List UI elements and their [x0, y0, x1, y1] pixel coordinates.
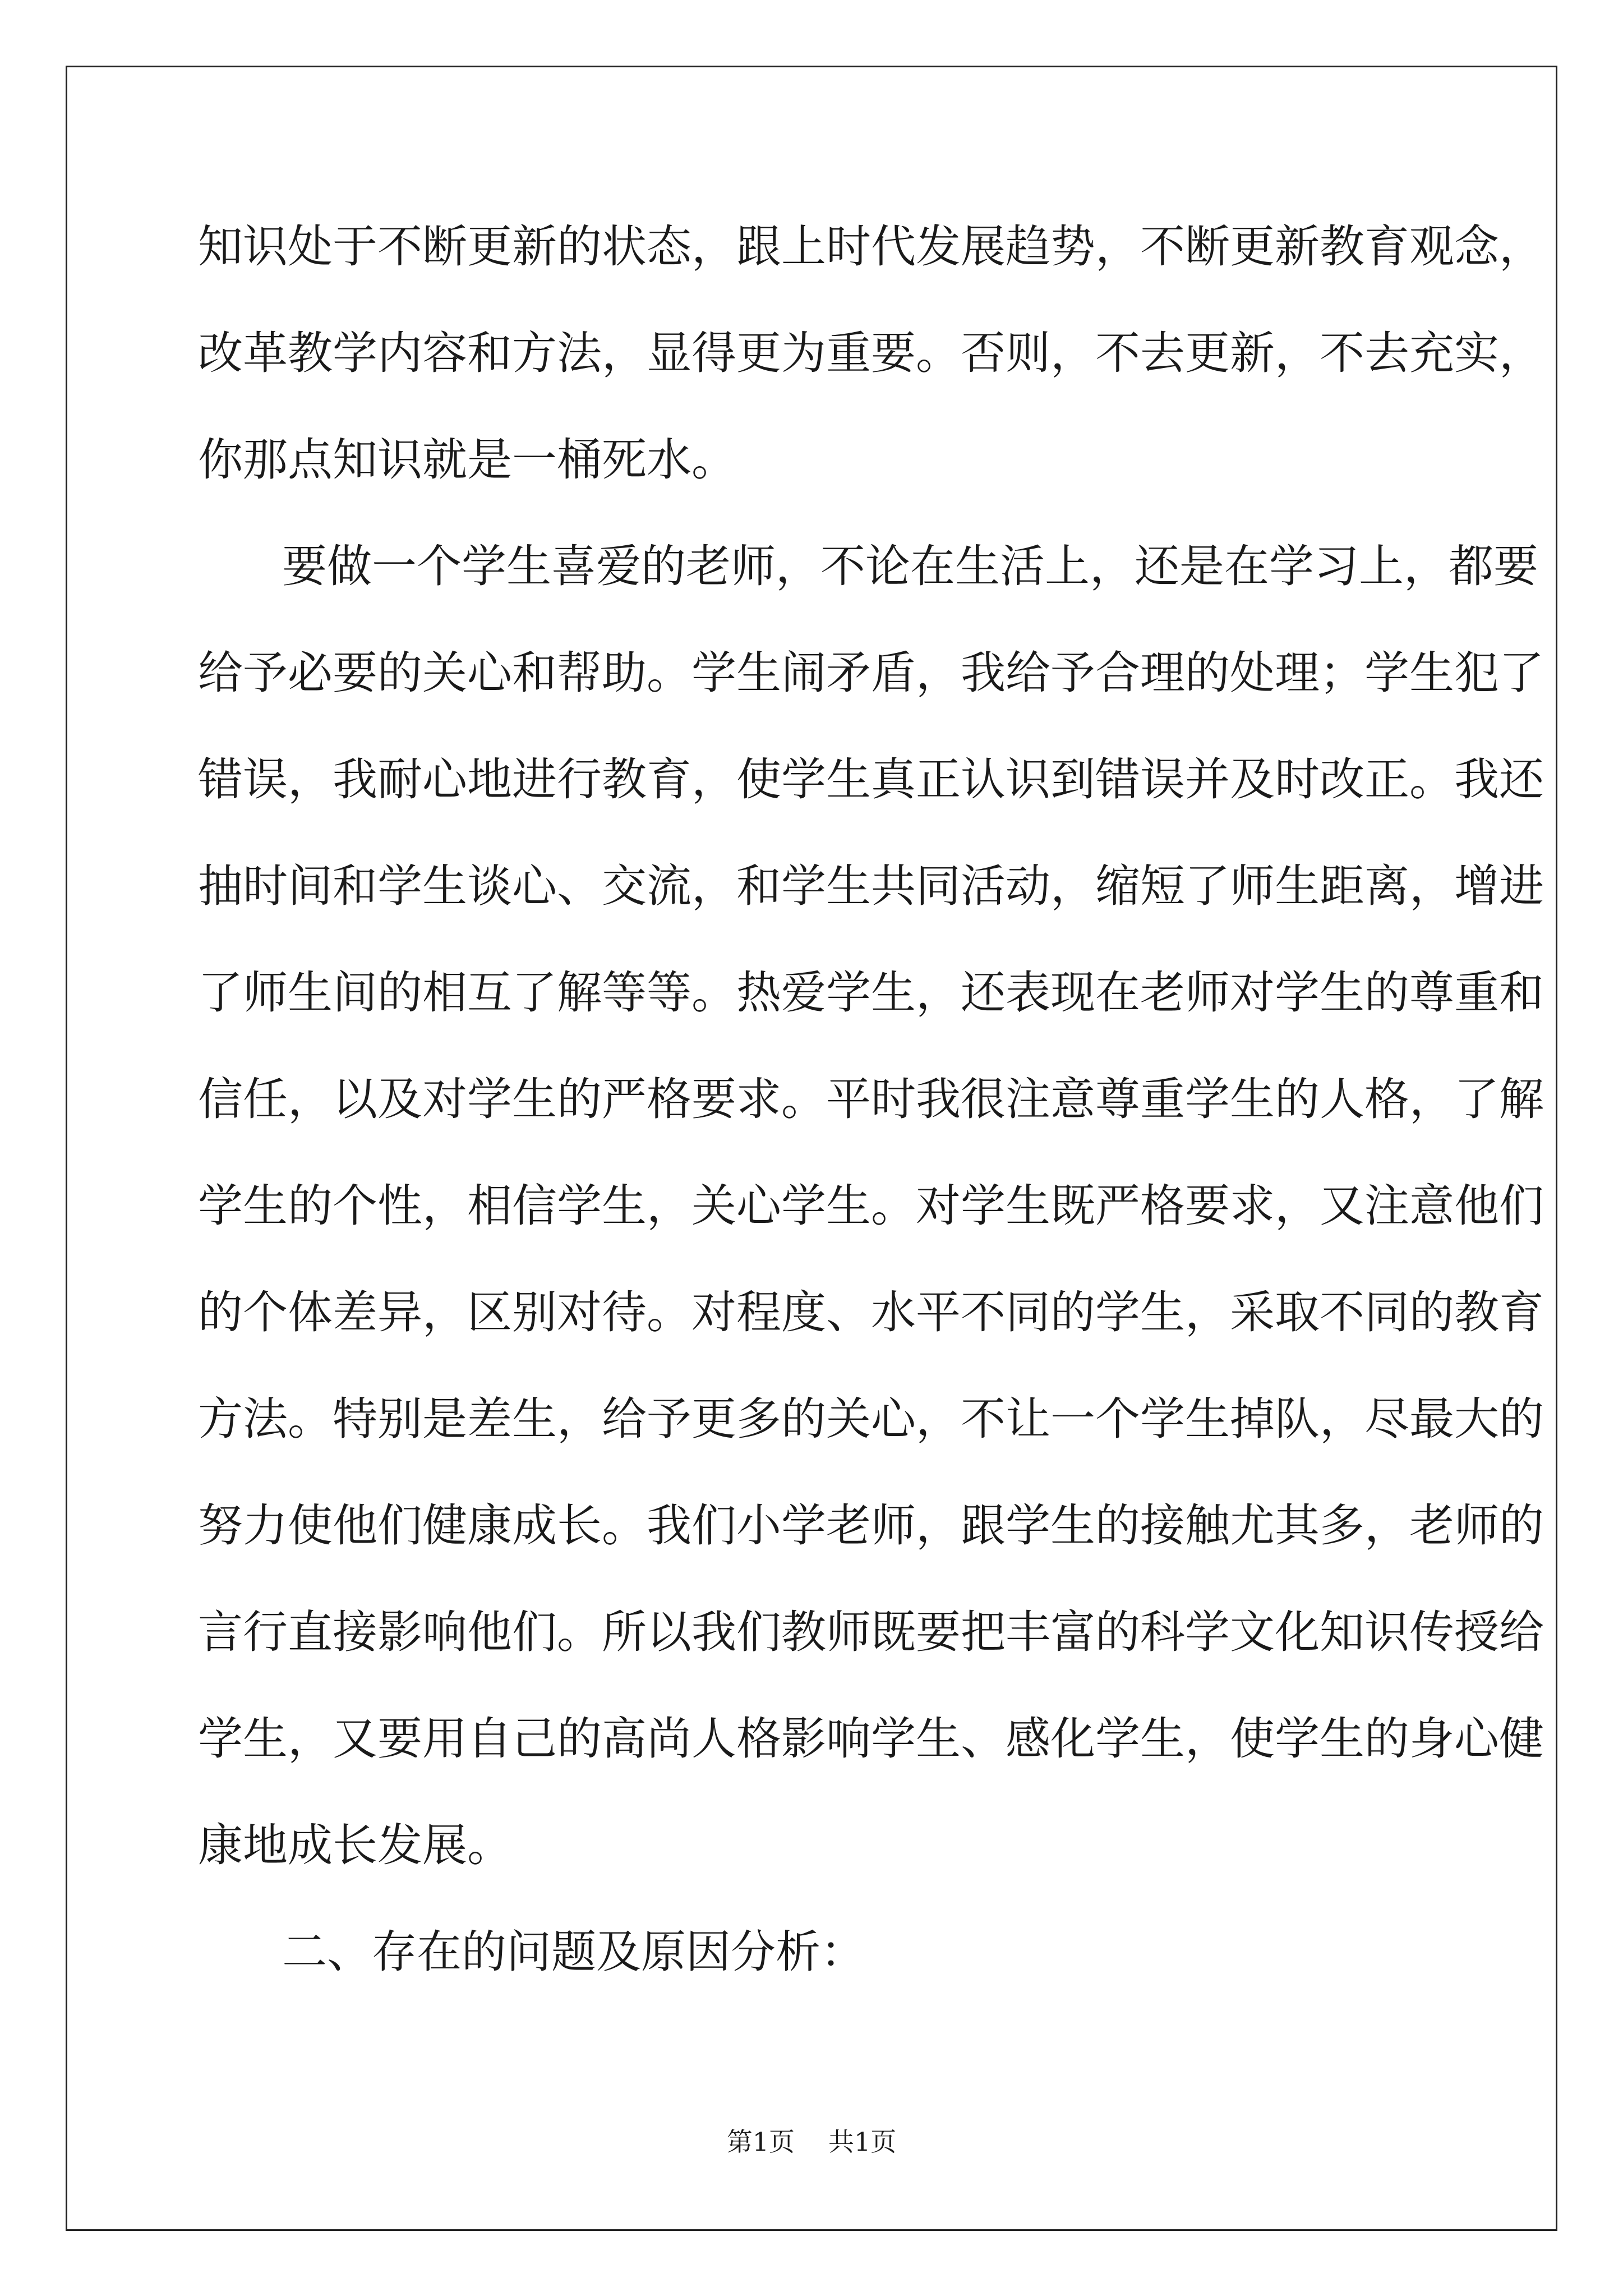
text-line: 知识处于不断更新的状态，跟上时代发展趋势，不断更新教育观念， [198, 220, 1544, 273]
page-total: 共1页 [828, 2127, 897, 2157]
text-line: 抽时间和学生谈心、交流，和学生共同活动，缩短了师生距离，增进 [198, 860, 1544, 912]
text-line: 二、存在的问题及原因分析： [282, 1926, 865, 1978]
text-line: 康地成长发展。 [198, 1819, 512, 1871]
paragraph [198, 513, 1544, 1899]
text-line: 学生，又要用自己的高尚人格影响学生、感化学生，使学生的身心健 [198, 1713, 1544, 1765]
text-line: 努力使他们健康成长。我们小学老师，跟学生的接触尤其多，老师的 [198, 1499, 1544, 1552]
text-line: 要做一个学生喜爱的老师，不论在生活上，还是在学习上，都要 [282, 540, 1538, 592]
text-line: 信任，以及对学生的严格要求。平时我很注意尊重学生的人格，了解 [198, 1073, 1544, 1125]
text-line: 错误，我耐心地进行教育，使学生真正认识到错误并及时改正。我还 [198, 753, 1544, 806]
text-line: 给予必要的关心和帮助。学生闹矛盾，我给予合理的处理；学生犯了 [198, 647, 1544, 699]
text-line: 方法。特别是差生，给予更多的关心，不让一个学生掉队，尽最大的 [198, 1393, 1544, 1445]
text-line: 的个体差异，区别对待。对程度、水平不同的学生，采取不同的教育 [198, 1286, 1544, 1338]
text-line: 学生的个性，相信学生，关心学生。对学生既严格要求，又注意他们 [198, 1180, 1544, 1232]
page-footer [0, 2125, 1623, 2159]
text-line: 了师生间的相互了解等等。热爱学生，还表现在老师对学生的尊重和 [198, 967, 1544, 1019]
text-line: 你那点知识就是一桶死水。 [198, 434, 736, 486]
text-line: 改革教学内容和方法，显得更为重要。否则，不去更新，不去充实， [198, 327, 1544, 379]
text-line: 言行直接影响他们。所以我们教师既要把丰富的科学文化知识传授给 [198, 1606, 1544, 1658]
paragraph [198, 194, 1544, 513]
page-number: 第1页 [726, 2127, 795, 2157]
document-body [198, 194, 1544, 2005]
section-heading [198, 1899, 1429, 2005]
